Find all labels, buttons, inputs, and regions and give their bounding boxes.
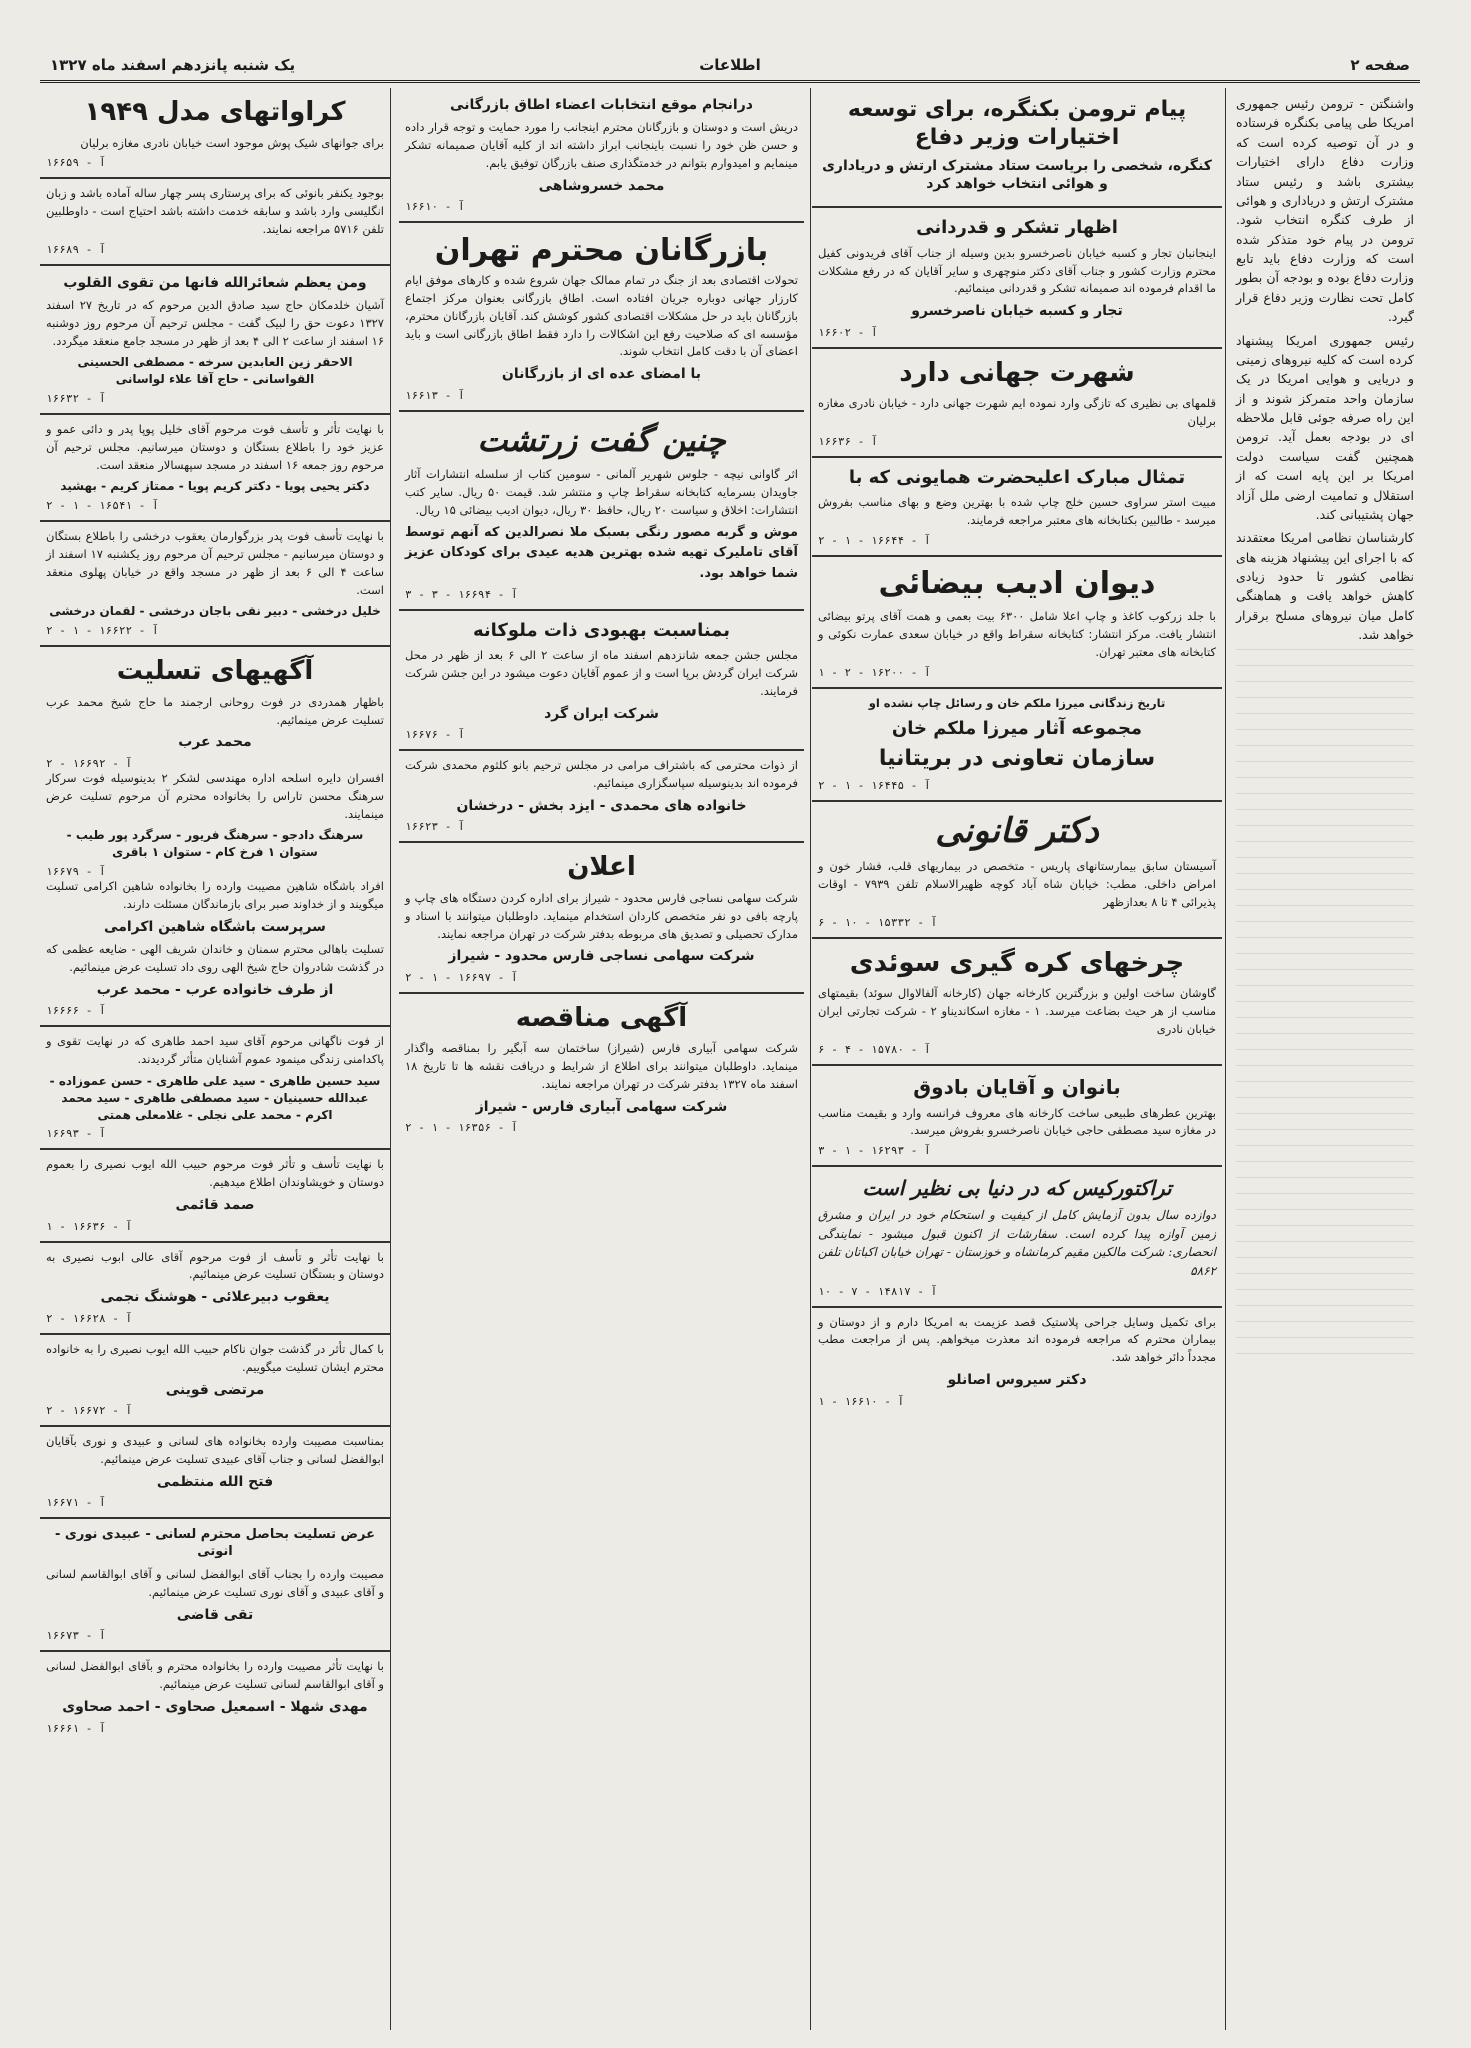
ad-code: آ - ۱۵۳۳۲ - ۱۰ - ۶ — [818, 915, 938, 929]
ad-code: آ - ۱۶۶۹۳ — [46, 1127, 106, 1141]
ad-code: آ - ۱۶۶۱۰ - ۱ — [818, 1394, 905, 1408]
news-story — [1230, 88, 1420, 1377]
ad-signature: یعقوب دبیرعلائی - هوشنگ نجمی — [100, 1289, 330, 1306]
ad-code: آ - ۱۶۶۴۴ - ۱ - ۲ — [818, 533, 931, 547]
ad-title: عرض تسلیت بحاصل محترم لسانی - عبیدی نوری - انوتی — [55, 1527, 375, 1560]
ad-body: مصیبت وارده را بجناب آقای ابوالفضل لسانی و آقای ابوالقاسم لسانی و آقای عبیدی و آقای نوری تسلیت عرض مینمائیم. — [46, 1567, 384, 1599]
ad-signature: تجار و کسبه خیابان ناصرخسرو — [911, 303, 1123, 320]
ad-code: آ - ۱۶۳۵۶ - ۱ - ۲ — [405, 1121, 518, 1135]
news-continuation — [1236, 649, 1414, 1369]
ad-obituary — [40, 1335, 390, 1427]
ad-body: شرکت سهامی آبیاری فارس (شیراز) ساختمان سه آبگیر را بمناقصه واگذار مینماید. داوطلبان میتوانند برای اطلاع از شرایط و دریافت نقشه ها تا تاریخ ۱۸ اسفند ماه ۱۳۲۷ بدفتر شرکت در تهران مراجعه نمایند. — [405, 1041, 798, 1092]
ad-code: آ - ۱۶۶۹۴ - ۳ - ۳ — [405, 587, 518, 601]
ad-code: آ - ۱۴۸۱۷ - ۷ - ۱۰ — [818, 1284, 938, 1298]
ad-body: قلمهای بی نظیری که تازگی وارد نموده ایم شهرت جهانی دارد - خیابان نادری مغازه برلیان — [818, 396, 1216, 429]
ad-body: مجلس جشن جمعه شانزدهم اسفند ماه از ساعت ۲ الی ۶ بعد از ظهر در محل شرکت ایران گردش برپا است و از عموم آقایان دعوت میشود در این جشن شرکت فرمایند. — [405, 648, 798, 698]
ad-signature: دکتر سیروس اصانلو — [947, 1371, 1087, 1388]
headline-block — [812, 88, 1222, 208]
ad-body: باظهار همدردی در فوت روحانی ارجمند ما حاج شیخ محمد عرب تسلیت عرض مینمائیم. — [46, 694, 384, 727]
ad-code: آ - ۱۶۶۰۲ — [818, 325, 878, 339]
news-body: رئیس جمهوری امریکا پیشنهاد کرده است که کلیه نیروهای زمینی و دریایی و هوایی امریکا در یک سازمان واحد متمرکز شوند و از این راه صرفه جوئی قابل ملاحظه ای در بودجه بعمل آید. ترومن همچنین گفت سیاست دولت امریکا بر این پایه است که از استقلال و تمامیت ارضی ملل آزاد جهان پشتیبانی کند. — [1236, 332, 1414, 522]
ad-obituary — [40, 1243, 390, 1335]
ad-subtitle: تاریخ زندگانی میرزا ملکم خان و رسائل چاپ نشده او — [868, 695, 1166, 710]
ad-code: آ - ۱۶۶۸۹ — [46, 242, 106, 256]
ads-column-right — [812, 88, 1222, 2030]
ad-body: با نهایت تأثر و تأسف فوت مرحوم آقای خلیل پوپا پدر و دائی عمو و عزیز خود را باطلاع بستگان و دوستان میرسانیم. مجلس ترحیم آن مرحوم روز جمعه ۱۶ اسفند در مسجد سپهسالار منعقد است. — [46, 421, 384, 472]
ad-title: اظهار تشکر و قدردانی — [916, 217, 1118, 239]
ad-doctor — [812, 802, 1222, 939]
ad-zarathustra — [399, 412, 804, 611]
section-title: آگهیهای تسلیت — [116, 656, 314, 687]
ad-body: افراد باشگاه شاهین مصیبت وارده را بخانواده شاهین اکرامی تسلیت میگویند و از خداوند صبر برای بازماندگان مسئلت دارند. — [46, 879, 384, 911]
ad-body: مبیت استر سراوی حسین خلج چاپ شده با بهترین وضع و بهای مناسب بفروش میرسد - طالبین بکتابخانه های معتبر مراجعه فرمایند. — [818, 495, 1216, 528]
ad-obituary — [40, 522, 390, 647]
ad-nanny — [40, 179, 390, 265]
ad-code: آ - ۱۶۶۶۶ — [46, 1004, 106, 1018]
headline: پیام ترومن بکنگره، برای توسعه اختیارات وزیر دفاع — [847, 97, 1187, 150]
ad-code: آ - ۱۶۶۹۲ - ۲ — [46, 756, 133, 770]
ad-separator — [812, 939, 1222, 1066]
ad-body: گاوشان ساخت اولین و بزرگترین کارخانه جهان (کارخانه آلفالاوال سوئد) بقیمتهای مناسب از هر حیث بضاعت میرسد. ۱ - مغازه اسکاندیناو ۲ - شرکت تجارتی ایران خیابان نادری — [818, 986, 1216, 1036]
ad-tractor — [812, 1167, 1222, 1307]
subheadline: کنگره، شخصی را بریاست ستاد مشترک ارتش و دریاداری و هوائی انتخاب خواهد کرد — [822, 158, 1212, 193]
ad-title: چرخهای کره گیری سوئدی — [849, 947, 1185, 978]
ad-code: آ - ۱۶۶۳۲ — [46, 391, 106, 405]
ad-thanks — [812, 208, 1222, 348]
ad-obituary — [40, 1652, 390, 1742]
ad-code: آ - ۱۶۶۳۶ — [818, 434, 878, 448]
ad-election — [399, 88, 804, 223]
ad-title: دیوان ادیب بیضائی — [878, 565, 1156, 601]
ad-body: آشیان خلدمکان حاج سید صادق الدین مرحوم که در تاریخ ۲۷ اسفند ۱۳۲۷ دعوت حق را لبیک گفت - مجلس ترحیم آن مرحوم روز دوشنبه ۱۶ اسفند از ساعت ۲ الی ۴ بعد از ظهر در مسجد جامع منعقد میگردد. — [46, 297, 384, 348]
ad-signature: محمد عرب — [178, 734, 252, 751]
ad-code: آ - ۱۶۲۹۳ - ۱ - ۳ — [818, 1144, 931, 1158]
ad-body: موش و گربه مصور رنگی بسبک ملا نصرالدین که آنهم توسط آقای تاملیرک تهیه شده بهترین هدیه عیدی برای کودکان عزیز شما خواهد بود. — [405, 525, 798, 581]
ad-gratitude — [399, 751, 804, 843]
ad-fame — [812, 349, 1222, 458]
ad-signature: با امضای عده ای از بازرگانان — [501, 366, 702, 383]
ad-signature: الاحقر زین العابدین سرخه - مصطفی الحسینی القواسانی - حاج آقا علاء لواسانی — [77, 355, 353, 387]
ad-signature: خانواده های محمدی - ایزد بخش - درخشان — [456, 797, 747, 814]
ad-body: آسیستان سابق بیمارستانهای پاریس - متخصص در بیماریهای قلب، فشار خون و امراض داخلی. مطب: خیابان شاه آباد کوچه ظهیرالاسلام تلفن ۷۹۳۹ - اوقات پذیرائی ۴ تا ۸ بعدازظهر — [818, 859, 1216, 909]
page-number: صفحه ۲ — [1350, 56, 1410, 74]
ad-recovery — [399, 611, 804, 751]
ad-body: دریش است و دوستان و بازرگانان محترم اینجانب را مورد حمایت و توجه قرار داده و حسن ظن خود را نسبت باینجانب ابراز داشته اند از کلیه آقایان صمیمانه تشکر مینمایم و امیدوارم بتوانم در خدمتگذاری صنف بازرگان توفیق یابم. — [405, 120, 798, 170]
ad-signature: شرکت ایران گرد — [544, 705, 659, 722]
ad-obituary — [40, 1027, 390, 1150]
ad-malkam — [812, 689, 1222, 802]
ad-body: اینجانبان تجار و کسبه خیابان ناصرخسرو بدین وسیله از جناب آقای فریدونی کفیل محترم وزارت کشور و جناب آقای دکتر منوچهری و سایر آقایان که در رفع مشکلات ما اقدام فرموده اند صمیمانه تشکر و قدردانی مینمائیم. — [818, 245, 1216, 296]
ad-body: با کمال تأثر در گذشت جوان ناکام حبیب الله ایوب نصیری را به خانواده محترم ایشان تسلیت میگوییم. — [46, 1341, 384, 1374]
ad-title: بازرگانان محترم تهران — [434, 233, 769, 269]
ads-column-middle — [399, 88, 804, 2030]
ad-code: آ - ۱۶۶۵۹ — [46, 156, 106, 170]
ad-title: دکتر قانونی — [935, 810, 1099, 851]
ad-signature: از طرف خانواده عرب - محمد عرب — [96, 981, 334, 998]
ad-signature: محمد خسروشاهی — [538, 177, 665, 194]
ad-code: آ - ۱۶۶۷۱ — [46, 1496, 106, 1510]
ad-signature: فتح الله منتظمی — [156, 1473, 274, 1490]
ad-obituary — [40, 415, 390, 522]
ad-body: با نهایت تأثر و تأسف از فوت مرحوم آقای عالی ابوب نصیری به دوستان و بستگان تسلیت عرض مینمائیم. — [46, 1249, 384, 1282]
news-column — [1230, 88, 1420, 2030]
ad-code: آ - ۱۶۵۴۱ - ۱ - ۲ — [46, 499, 159, 513]
ad-code: آ - ۱۶۴۴۵ - ۱ - ۲ — [818, 778, 931, 792]
ad-body: با نهایت تأثر مصیبت وارده را بخانواده محترم و بآقای ابوالفضل لسانی و آقای ابوالقاسم لسانی تسلیت عرض مینمائیم. — [46, 1659, 384, 1692]
ad-signature: تقی قاضی — [176, 1606, 254, 1623]
ad-body: بمناسبت مصیبت وارده بخانواده های لسانی و عبیدی و نوری بآقایان ابوالفضل لسانی و جناب آقای عبیدی تسلیت عرض مینمائیم. — [46, 1434, 384, 1466]
ad-obituary — [40, 1150, 390, 1242]
ad-title: بمناسبت بهبودی ذات ملوکانه — [472, 619, 731, 641]
ad-divan — [812, 557, 1222, 689]
ad-merchants — [399, 223, 804, 412]
ad-signature: مرتضی قوینی — [165, 1381, 265, 1398]
ad-code: آ - ۱۶۶۲۸ - ۲ — [46, 1311, 133, 1325]
ad-ties — [40, 88, 390, 179]
ad-code: آ - ۱۶۶۷۹ — [46, 865, 106, 878]
ad-title: مجموعه آثار میرزا ملکم خان — [891, 717, 1143, 739]
ad-code: آ - ۱۶۶۷۶ — [405, 728, 465, 742]
ad-code: آ - ۱۵۷۸۰ - ۴ - ۶ — [818, 1042, 931, 1056]
ad-signature: سید حسین طاهری - سید علی طاهری - حسن عموزاده - عبدالله حسینیان - سید مصطفی طاهری - سید محمد اکرم - محمد علی نجلی - غلامعلی همتی — [49, 1074, 381, 1122]
page-header — [40, 50, 1420, 83]
ad-body: بهترین عطرهای طبیعی ساخت کارخانه های معروف فرانسه وارد و بقیمت مناسب در مغازه سید مصطفی حاجی خیابان ناصرخسرو بفروش میرسد. — [818, 1105, 1216, 1138]
ad-code: آ - ۱۶۶۲۲ - ۱ - ۲ — [46, 624, 159, 638]
ad-body: از ذوات محترمی که باشتراف مرامی در مجلس ترحیم بانو کلثوم محمدی شرکت فرموده اند بدینوسیله سپاسگزاری مینمائیم. — [405, 758, 798, 790]
ad-body: با نهایت تأسف و تأثر فوت مرحوم حبیب الله ایوب نصیری را بعموم دوستان و خویشاوندان اطلاع میدهیم. — [46, 1157, 384, 1190]
ad-obituary — [40, 1519, 390, 1652]
column-rule — [810, 88, 811, 2030]
ad-title: تراکتورکیس که در دنیا بی نظیر است — [862, 1176, 1172, 1201]
ad-title: تمثال مبارک اعلیحضرت همایونی که با — [848, 466, 1186, 488]
ad-signature: سرهنگ دادجو - سرهنگ فریور - سرگرد پور طیب - ستوان ۱ فرخ کام - ستوان ۱ باقری — [66, 828, 364, 860]
ad-body: برای جوانهای شیک پوش موجود است خیابان نادری مغازه برلیان — [80, 135, 384, 150]
issue-date: یک شنبه پانزدهم اسفند ماه ۱۳۲۷ — [50, 56, 296, 74]
ad-announcement — [399, 843, 804, 994]
ad-perfume — [812, 1066, 1222, 1168]
ad-tender — [399, 994, 804, 1143]
column-rule — [1225, 88, 1226, 2030]
ad-obituary — [40, 1427, 390, 1519]
ad-body: شرکت سهامی نساجی فارس محدود - شیراز برای اداره کردن دستگاه های چاپ و پارچه بافی دو نفر متخصص کاردان استخدام مینماید. داوطلبان میتوانند با اسناد و مدارک تحصیلی و تصدیق های مربوطه بدفتر شرکت در تهران مراجعه نمایند. — [405, 890, 798, 941]
ad-title: بانوان و آقایان بادوق — [913, 1074, 1121, 1099]
ad-body: با جلد زرکوب کاغذ و چاپ اعلا شامل ۶۳۰۰ بیت بعمی و همت آقای پرتو بیضائی انتشار یافت. مرکز انتشار: کتابخانه سقراط واقع در خیابان سعدی عمارت نکوئی و کتابخانه های معتبر تهران. — [818, 609, 1216, 660]
ad-code: آ - ۱۶۶۱۳ — [405, 388, 465, 402]
ad-body: بوجود یکنفر بانوئی که برای پرستاری پسر چهار ساله آماده باشد و زبان انگلیسی وارد باشد و سابقه خدمت داشته باشد احتیاج است - داوطلبین تلفن ۵۷۱۶ مراجعه نمایند. — [46, 186, 384, 236]
ad-title: شهرت جهانی دارد — [899, 357, 1135, 388]
ad-code: آ - ۱۶۶۳۶ - ۱ — [46, 1219, 133, 1233]
ad-body: برای تکمیل وسایل جراحی پلاستیک قصد عزیمت به امریکا دارم و از دوستان و بیماران محترم که مراجعه فرموده اند معذرت میخواهم. پس از مراجعت مطب مجدداً دائر خواهد شد. — [818, 1314, 1216, 1365]
ad-title: اعلان — [567, 852, 636, 883]
ad-code: آ - ۱۶۶۲۳ — [405, 820, 465, 834]
ad-signature: سرپرست باشگاه شاهین اکرامی — [104, 918, 326, 935]
ad-signature: دکتر یحیی پویا - دکتر کریم پویا - ممتاز کریم - بهشید — [60, 479, 370, 494]
ad-portrait — [812, 458, 1222, 557]
newspaper-page — [40, 50, 1420, 2030]
ads-column-left — [40, 88, 390, 2030]
ad-memorial — [40, 266, 390, 415]
ad-title: ومن یعظم شعائرالله فانها من تقوی القلوب — [63, 274, 367, 291]
ad-code: آ - ۱۶۶۹۷ - ۱ - ۲ — [405, 970, 518, 984]
ad-signature: شرکت سهامی آبیاری فارس - شیراز — [475, 1098, 728, 1115]
ad-notice — [812, 1308, 1222, 1416]
ad-body: از فوت ناگهانی مرحوم آقای سید احمد طاهری که در نهایت تقوی و پاکدامنی زندگی مینمود عموم آشنایان متأثر گردیدند. — [46, 1034, 384, 1067]
ad-signature: مهدی شهلا - اسمعیل صحاوی - احمد صحاوی — [62, 1698, 368, 1715]
ad-body: با نهایت تأسف فوت پدر بزرگوارمان یعقوب درخشی را باطلاع بستگان و دوستان میرسانیم - مجلس ترحیم آن مرحوم روز یکشنبه ۱۷ اسفند از ساعت ۴ الی ۶ بعد از ظهر در مسجد واقع در خیابان پهلوی منعقد است. — [46, 529, 384, 597]
paper-name: اطلاعات — [699, 56, 761, 74]
ad-code: آ - ۱۶۶۷۳ — [46, 1629, 106, 1643]
condolences-section — [40, 647, 390, 1027]
ad-body: تحولات اقتصادی بعد از جنگ در تمام ممالک جهان شروع شده و کارهای موفق ایام کارزار جهانی دوباره جریان افتاده است. اطاق بازرگانی بعنوان مرکز اجتماع بازرگانان باید در حل مشکلات اقتصادی کشور کوشش کند. آقایان بازرگانان محترم، مؤسسه ای که صلاحیت رفع این اشکالات را دارد فقط اطاق بازرگانی است و باید اعضای آن با دقت کامل انتخاب شوند. — [405, 273, 798, 359]
ad-title: آگهی مناقصه — [515, 1002, 688, 1033]
ad-body: اثر گاوانی نیچه - جلوس شهریر آلمانی - سومین کتاب از سلسله انتشارات آثار جاویدان بسرمایه کتابخانه سقراط چاپ و منتشر شد. قیمت ۵۰ ریال. سایر کتب انتشارات: اخلاق و سیاست ۲۰ ریال، حافظ ۳۰ ریال، دیوان ادیب بیضائی ۱۵ ریال. — [405, 466, 798, 517]
ad-title: چنین گفت زرتشت — [477, 420, 726, 459]
ad-signature: شرکت سهامی نساجی فارس محدود - شیراز — [448, 948, 755, 965]
ad-code: آ - ۱۶۶۷۲ - ۲ — [46, 1404, 133, 1418]
ad-signature: صمد قائمی — [175, 1197, 255, 1214]
ad-code: آ - ۱۶۲۰۰ - ۲ - ۱ — [818, 665, 931, 679]
ad-body: دوازده سال بدون آزمایش کامل از کیفیت و استحکام خود در ایران و مشرق زمین آوازه پیدا کرده است. سفارشات از اکنون قبول میشود - نمایندگی انحصاری: شرکت مالکین مقیم کرمانشاه و خوزستان - تهران خیابان اکباتان تلفن ۵۸۶۲ — [818, 1208, 1216, 1278]
ad-title: درانجام موقع انتخابات اعضاء اطاق بازرگانی — [450, 97, 753, 113]
column-rule — [390, 88, 391, 2030]
ad-body: تسلیت باهالی محترم سمنان و خاندان شریف الهی - ضایعه عظمی که در گذشت شادروان حاج شیخ الهی روی داد تسلیت عرض مینمائیم. — [46, 942, 384, 975]
ad-code: آ - ۱۶۶۶۱ — [46, 1721, 106, 1735]
ad-code: آ - ۱۶۶۱۰ — [405, 200, 465, 214]
ad-title: کراواتهای مدل ۱۹۴۹ — [84, 97, 346, 127]
ad-body: افسران دایره اسلحه اداره مهندسی لشکر ۲ بدینوسیله فوت سرکار سرهنگ محسن تاراس را بخانواده محترم آن مرحوم تسلیت عرض مینمایند. — [46, 770, 384, 821]
news-body: واشنگتن - ترومن رئیس جمهوری امریکا طی پیامی بکنگره فرستاده و در آن توصیه کرده است که وزارت دفاع دارای اختیارات بیشتری باشد و رئیس ستاد مشترک ارتش و دریاداری و هوائی از طرف کنگره انتخاب شود. ترومن در پیام خود متذکر شده است که وزارت دفاع باید تابع وزارت دفاع بوده و بودجه آن بطور کامل تحت نظارت وزیر دفاع قرار گیرد. — [1236, 96, 1414, 325]
ad-signature: خلیل درخشی - دبیر نقی باجان درخشی - لقمان درخشی — [49, 604, 381, 619]
news-body: کارشناسان نظامی امریکا معتقدند که با اجرای این پیشنهاد هزینه های نظامی کشور تا حدود زیادی کاهش خواهد یافت و هماهنگی کامل میان نیروهای مسلح برقرار خواهد شد. — [1236, 530, 1414, 643]
ad-body: سازمان تعاونی در بریتانیا — [878, 746, 1156, 772]
